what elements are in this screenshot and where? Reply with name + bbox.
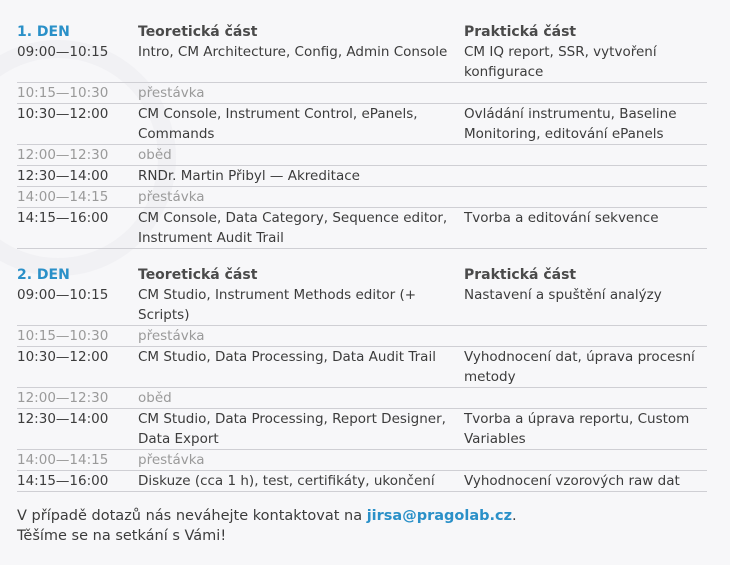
practice-cell xyxy=(464,187,707,207)
time-cell: 09:00—10:15 xyxy=(17,287,109,303)
break-row xyxy=(17,450,707,471)
schedule-row xyxy=(17,347,707,388)
day-2-header xyxy=(17,265,707,285)
time-cell: 10:15—10:30 xyxy=(17,328,109,344)
theory-cell: CM Studio, Instrument Methods editor (+ Scripts) xyxy=(138,287,417,323)
time-cell: 10:30—12:00 xyxy=(17,106,109,122)
theory-cell: přestávka xyxy=(138,452,205,468)
day-1-header xyxy=(17,22,707,42)
day-1-section xyxy=(17,22,707,249)
practice-cell xyxy=(464,145,707,165)
practice-cell: Vyhodnocení dat, úprava procesní metody xyxy=(464,349,695,385)
time-cell: 12:00—12:30 xyxy=(17,390,109,406)
schedule-row xyxy=(17,42,707,83)
contact-suffix: . xyxy=(512,508,517,524)
day-title: 1. DEN xyxy=(17,24,70,40)
theory-cell: přestávka xyxy=(138,85,205,101)
practice-cell: Tvorba a úprava reportu, Custom Variables xyxy=(464,411,690,447)
time-cell: 12:30—14:00 xyxy=(17,411,109,427)
schedule-row xyxy=(17,208,707,249)
theory-cell: CM Console, Data Category, Sequence editor, Instrument Audit Trail xyxy=(138,210,448,246)
time-cell: 14:00—14:15 xyxy=(17,189,109,205)
practice-cell: Vyhodnocení vzorových raw dat xyxy=(464,473,680,489)
schedule xyxy=(17,22,707,492)
contact-text: V případě dotazů nás neváhejte kontaktovat na xyxy=(17,508,367,524)
time-cell: 12:00—12:30 xyxy=(17,147,109,163)
schedule-row xyxy=(17,285,707,326)
time-cell: 14:15—16:00 xyxy=(17,473,109,489)
theory-cell: CM Console, Instrument Control, ePanels, Commands xyxy=(138,106,418,142)
day-2-section xyxy=(17,265,707,492)
time-cell: 10:30—12:00 xyxy=(17,349,109,365)
contact-line xyxy=(17,506,517,526)
practice-cell xyxy=(464,450,707,470)
practice-cell: Nastavení a spuštění analýzy xyxy=(464,287,662,303)
day-1-rows xyxy=(17,42,707,249)
practice-cell: Ovládání instrumentu, Baseline Monitoring, editování ePanels xyxy=(464,106,677,142)
day-title: 2. DEN xyxy=(17,267,70,283)
contact-footer xyxy=(17,506,517,546)
practice-cell xyxy=(464,388,707,408)
practice-cell xyxy=(464,83,707,103)
practice-cell xyxy=(464,166,707,186)
schedule-row xyxy=(17,166,707,187)
theory-cell: přestávka xyxy=(138,189,205,205)
practice-cell: Tvorba a editování sekvence xyxy=(464,210,659,226)
break-row xyxy=(17,388,707,409)
theory-cell: Intro, CM Architecture, Config, Admin Console xyxy=(138,44,448,60)
theory-cell: oběd xyxy=(138,147,172,163)
time-cell: 12:30—14:00 xyxy=(17,168,109,184)
practice-cell: CM IQ report, SSR, vytvoření konfigurace xyxy=(464,44,657,80)
closing-line: Těšíme se na setkání s Vámi! xyxy=(17,528,227,544)
day-2-rows xyxy=(17,285,707,492)
theory-cell: RNDr. Martin Přibyl — Akreditace xyxy=(138,168,360,184)
theory-cell: Diskuze (cca 1 h), test, certifikáty, ukončení xyxy=(138,473,435,489)
schedule-row xyxy=(17,409,707,450)
break-row xyxy=(17,187,707,208)
time-cell: 14:00—14:15 xyxy=(17,452,109,468)
time-cell: 10:15—10:30 xyxy=(17,85,109,101)
break-row xyxy=(17,326,707,347)
practice-column-header: Praktická část xyxy=(464,24,577,40)
theory-cell: CM Studio, Data Processing, Report Designer, Data Export xyxy=(138,411,446,447)
theory-column-header: Teoretická část xyxy=(138,24,258,40)
schedule-row xyxy=(17,471,707,492)
email-link[interactable]: jirsa@pragolab.cz xyxy=(366,508,513,524)
schedule-row xyxy=(17,104,707,145)
break-row xyxy=(17,145,707,166)
theory-cell: přestávka xyxy=(138,328,205,344)
practice-column-header: Praktická část xyxy=(464,267,577,283)
theory-cell: CM Studio, Data Processing, Data Audit Trail xyxy=(138,349,436,365)
time-cell: 09:00—10:15 xyxy=(17,44,109,60)
theory-cell: oběd xyxy=(138,390,172,406)
practice-cell xyxy=(464,326,707,346)
theory-column-header: Teoretická část xyxy=(138,267,258,283)
time-cell: 14:15—16:00 xyxy=(17,210,109,226)
break-row xyxy=(17,83,707,104)
